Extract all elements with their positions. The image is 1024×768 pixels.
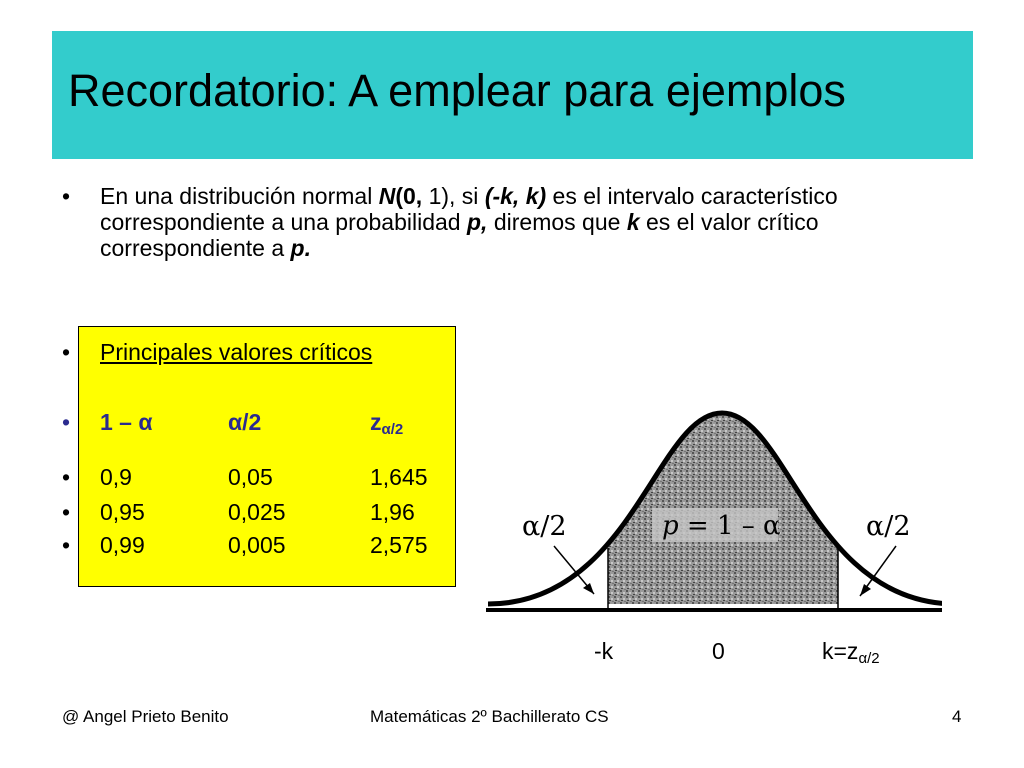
table-header-row xyxy=(62,409,460,436)
intro-text: En una distribución normal N(0, 1), si (-k, k) es el intervalo característico correspondiente a una probabilidad p, diremos que k es el valor crítico correspondiente a p. xyxy=(100,183,838,261)
cell-confidence: 0,9 xyxy=(100,464,132,490)
table-row xyxy=(62,464,460,491)
bullet-glyph: • xyxy=(62,499,71,525)
critical-values-heading: Principales valores críticos xyxy=(100,339,373,365)
critical-values-heading-row xyxy=(62,339,372,366)
header-z-alpha-half: $z_{\alpha/2}$ xyxy=(370,409,404,438)
bullet-glyph: • xyxy=(62,183,71,209)
bullet-glyph: • xyxy=(62,409,71,435)
footer-author: @ Angel Prieto Benito xyxy=(62,707,229,726)
table-row xyxy=(62,532,460,559)
cell-confidence: 0,95 xyxy=(100,499,145,525)
header-alpha-half: α/2 xyxy=(228,409,262,435)
header-one-minus-alpha: 1 – α xyxy=(100,409,153,435)
slide-title: Recordatorio: A emplear para ejemplos xyxy=(68,65,846,116)
footer-page-number: 4 xyxy=(952,707,962,726)
cell-critical-value: 2,575 xyxy=(370,532,428,558)
left-tail-arrowhead xyxy=(583,583,594,594)
cell-critical-value: 1,96 xyxy=(370,499,415,525)
x-label-minus-k: -k xyxy=(594,638,614,664)
intro-paragraph xyxy=(62,183,967,261)
table-row xyxy=(62,499,460,526)
cell-confidence: 0,99 xyxy=(100,532,145,558)
cell-alpha-half: 0,05 xyxy=(228,464,273,490)
cell-alpha-half: 0,025 xyxy=(228,499,286,525)
center-area-label: p = 1 – α xyxy=(662,511,781,541)
right-tail-label: α/2 xyxy=(866,511,911,542)
cell-critical-value: 1,645 xyxy=(370,464,428,490)
left-tail-label: α/2 xyxy=(522,511,567,542)
x-label-k: $k=z_{\alpha/2}$ xyxy=(822,638,880,667)
right-tail-arrowhead xyxy=(860,584,871,596)
bullet-glyph: • xyxy=(62,532,71,558)
footer-course: Matemáticas 2º Bachillerato CS xyxy=(370,707,609,726)
bullet-glyph: • xyxy=(62,464,71,490)
bullet-glyph: • xyxy=(62,339,71,365)
normal-curve-figure xyxy=(482,398,942,678)
x-label-zero: 0 xyxy=(712,638,725,664)
cell-alpha-half: 0,005 xyxy=(228,532,286,558)
